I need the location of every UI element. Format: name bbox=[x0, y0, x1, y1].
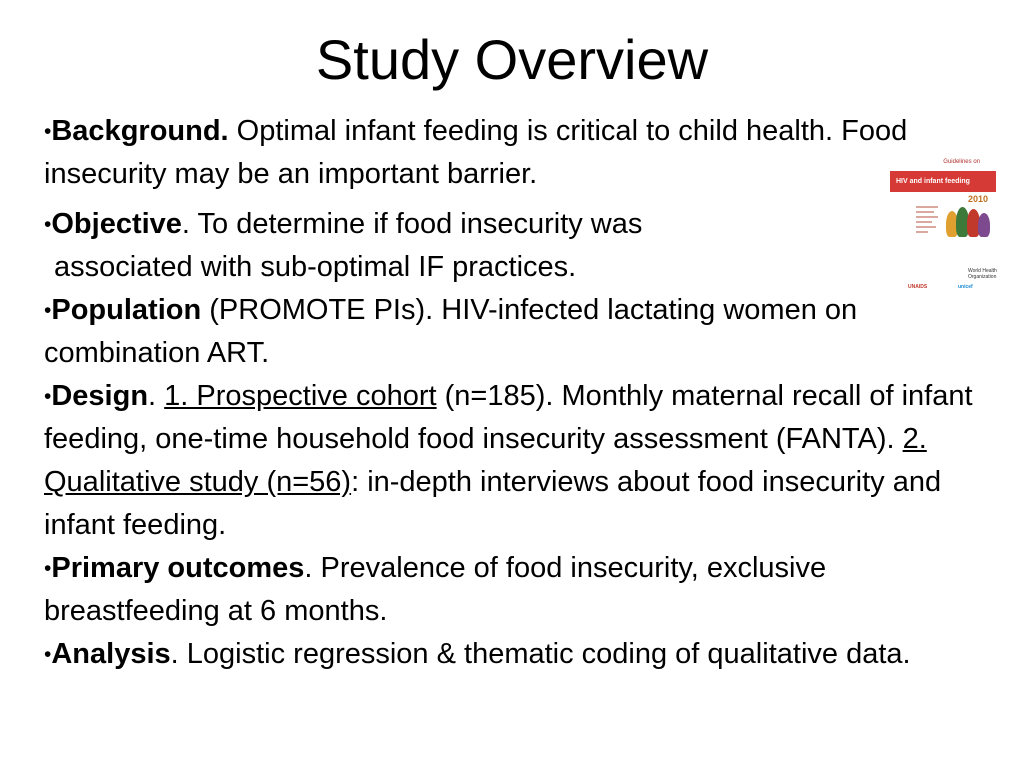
design-cohort-label: 1. Prospective cohort bbox=[164, 380, 437, 412]
bullet-objective bbox=[44, 203, 984, 289]
cover-text-line bbox=[916, 231, 928, 233]
cover-pretitle: Guidelines on bbox=[943, 159, 980, 165]
unaids-logo: UNAIDS bbox=[908, 284, 928, 290]
bullet-list bbox=[44, 110, 984, 676]
bullet-background bbox=[44, 110, 984, 196]
guidelines-cover-image bbox=[886, 158, 998, 298]
bullet-analysis bbox=[44, 633, 984, 676]
bullet-text: Optimal infant feeding is critical to child health. Food insecurity may be an important barrier. bbox=[44, 115, 908, 190]
bullet-population bbox=[44, 289, 984, 375]
cover-text-line bbox=[916, 226, 936, 228]
bullet-heading: Primary outcomes bbox=[51, 552, 305, 584]
who-logo-text: World Health Organization bbox=[968, 268, 997, 280]
bullet-text: . Logistic regression & thematic coding of qualitative data. bbox=[170, 638, 911, 670]
unicef-logo: unicef bbox=[958, 284, 973, 290]
cover-text-line bbox=[916, 206, 938, 208]
bullet-text: . Prevalence of food insecurity, exclusive breastfeeding at 6 months. bbox=[44, 552, 827, 627]
bullet-text: . To determine if food insecurity was bbox=[181, 208, 643, 240]
bullet-icon: • bbox=[44, 557, 52, 580]
bullet-text: : in-depth interviews about food insecurity and infant feeding. bbox=[44, 466, 942, 541]
cover-text-line bbox=[916, 211, 934, 213]
bullet-heading: Design bbox=[51, 380, 149, 412]
cover-year: 2010 bbox=[968, 194, 989, 204]
bullet-design bbox=[44, 375, 984, 547]
bullet-heading: Population bbox=[51, 294, 202, 326]
bullet-primary-outcomes bbox=[44, 547, 984, 633]
bullet-icon: • bbox=[44, 643, 52, 666]
bullet-text: . bbox=[148, 380, 165, 412]
bullet-text-continued: associated with sub-optimal IF practices. bbox=[54, 251, 577, 283]
bullet-text: (n=185). Monthly maternal recall of infant feeding, one-time household food insecurity assessment (FANTA). bbox=[44, 380, 973, 455]
cover-text-line bbox=[916, 221, 932, 223]
bullet-icon: • bbox=[44, 120, 52, 143]
bullet-heading: Analysis bbox=[51, 638, 171, 670]
bullet-icon: • bbox=[44, 385, 52, 408]
cover-illustration bbox=[944, 205, 992, 239]
partner-logos bbox=[908, 284, 998, 292]
bullet-icon: • bbox=[44, 299, 52, 322]
cover-text-line bbox=[916, 216, 938, 218]
bullet-heading: Background. bbox=[51, 115, 229, 147]
cover-figure bbox=[978, 213, 990, 237]
slide-title: Study Overview bbox=[315, 28, 709, 91]
cover-title-band: HIV and infant feeding bbox=[890, 171, 996, 192]
design-qualitative-label: 2. Qualitative study (n=56) bbox=[44, 423, 927, 498]
bullet-text: (PROMOTE PIs). HIV-infected lactating women on combination ART. bbox=[44, 294, 858, 369]
bullet-icon: • bbox=[44, 213, 52, 236]
bullet-heading: Objective bbox=[51, 208, 182, 240]
